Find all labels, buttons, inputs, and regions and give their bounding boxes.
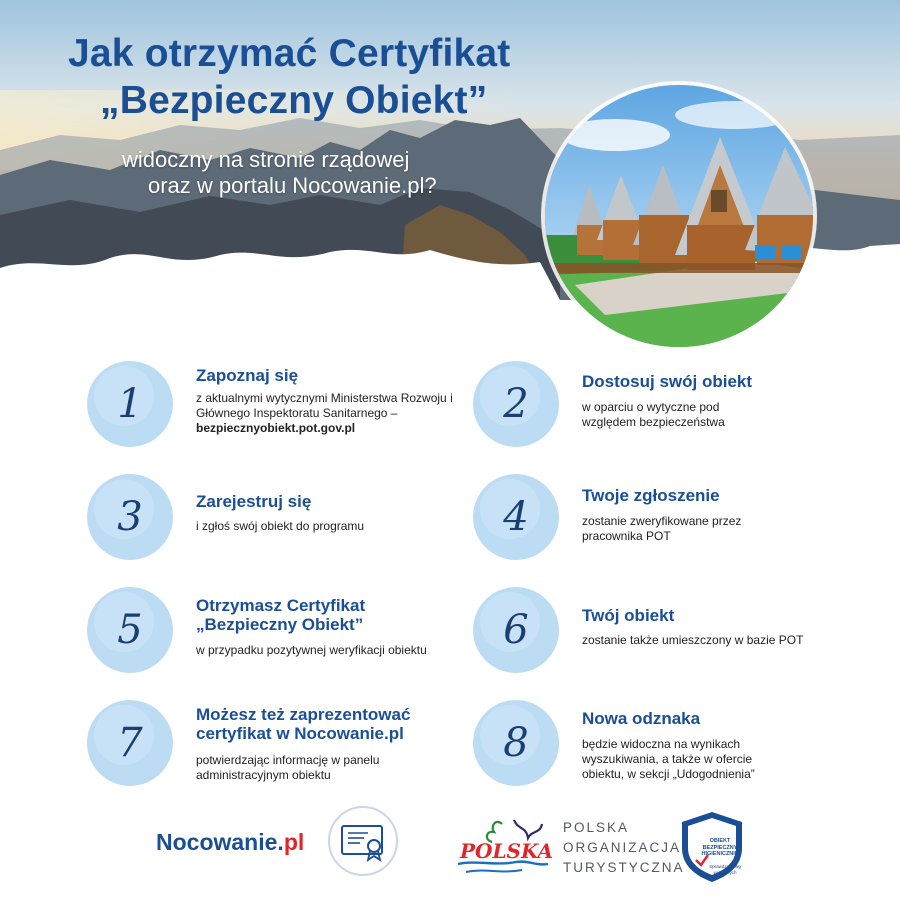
nocowanie-logo-main: Nocowanie. [156, 829, 284, 855]
nocowanie-logo[interactable] [156, 829, 304, 856]
step-1-description [196, 391, 456, 436]
pot-line-2: ORGANIZACJA [563, 840, 682, 855]
polska-logo-text: POLSKA [460, 839, 552, 863]
certificate-icon [330, 808, 396, 874]
step-3-title: Zarejestruj się [196, 492, 312, 511]
step-7 [86, 699, 486, 799]
step-7-title: Możesz też zaprezentować certyfikat w Nocowanie.pl [196, 705, 411, 743]
step-3-number: 3 [117, 494, 143, 540]
step-5-number-badge [86, 586, 174, 674]
cabin-photo [545, 85, 813, 347]
badge-line-3: HIGIENICZNIE [701, 851, 739, 857]
step-1-number-badge [86, 360, 174, 448]
step-4-number-badge [472, 473, 560, 561]
certificate-icon-circle [328, 806, 398, 876]
step-1 [86, 360, 486, 460]
polska-logo-icon [456, 816, 552, 878]
page-title [68, 30, 510, 124]
title-line-2: „Bezpieczny Obiekt” [100, 79, 488, 122]
step-4 [472, 473, 872, 573]
step-4-description: zostanie zweryfikowane przez pracownika POT [582, 514, 742, 543]
badge-line-2: BEZPIECZNY [702, 844, 738, 851]
step-7-number: 7 [117, 720, 143, 766]
step-1-number: 1 [117, 381, 143, 427]
step-4-title: Twoje zgłoszenie [582, 486, 720, 505]
step-1-desc-text: z aktualnymi wytycznymi Ministerstwa Rozwoju i Głównego Inspektoratu Sanitarnego – [196, 391, 453, 420]
step-2-description: w oparciu o wytyczne pod względem bezpieczeństwa [582, 400, 725, 429]
step-2-title: Dostosuj swój obiekt [582, 372, 753, 391]
step-5-title: Otrzymasz Certyfikat „Bezpieczny Obiekt” [196, 596, 366, 634]
nocowanie-logo-tld: pl [283, 829, 305, 855]
subtitle-line-2: oraz w portalu Nocowanie.pl? [148, 173, 437, 198]
step-7-number-badge [86, 699, 174, 787]
step-3-number-badge [86, 473, 174, 561]
step-2 [472, 360, 872, 460]
step-2-number: 2 [503, 381, 529, 427]
pot-name [563, 818, 683, 878]
step-5-number: 5 [117, 607, 143, 653]
step-8-description: będzie widoczna na wynikach wyszukiwania, a także w ofercie obiektu, w sekcji „Udogodnienia” [582, 737, 755, 781]
step-6-title: Twój obiekt [582, 606, 675, 625]
badge-line-4: Sprawdzony wg wytycznych [709, 863, 741, 875]
step-1-link[interactable]: bezpiecznyobiekt.pot.gov.pl [196, 421, 356, 435]
page-subtitle [122, 147, 437, 199]
step-8-title: Nowa odznaka [582, 709, 701, 728]
step-1-title: Zapoznaj się [196, 366, 299, 385]
pot-line-3: TURYSTYCZNA [563, 860, 685, 875]
step-7-description: potwierdzając informację w panelu administracyjnym obiektu [196, 753, 380, 782]
step-3 [86, 473, 486, 573]
step-5-description: w przypadku pozytywnej weryfikacji obiektu [196, 643, 427, 657]
subtitle-line-1: widoczny na stronie rządowej [122, 147, 410, 172]
title-line-1: Jak otrzymać Certyfikat [68, 32, 511, 75]
badge-line-1: OBIEKT [709, 838, 731, 844]
step-6 [472, 586, 872, 686]
step-8-number-badge [472, 699, 560, 787]
step-8-number: 8 [503, 720, 529, 766]
step-3-description: i zgłoś swój obiekt do programu [196, 519, 365, 533]
step-6-description: zostanie także umieszczony w bazie POT [582, 633, 804, 647]
step-6-number: 6 [503, 607, 529, 653]
step-2-number-badge [472, 360, 560, 448]
step-8 [472, 699, 872, 799]
safe-object-badge-text [690, 838, 750, 877]
wooden-cabins-image [545, 85, 813, 347]
step-5 [86, 586, 486, 686]
step-4-number: 4 [503, 494, 529, 540]
pot-line-1: POLSKA [563, 820, 630, 835]
step-6-number-badge [472, 586, 560, 674]
polska-logo[interactable] [456, 816, 552, 883]
